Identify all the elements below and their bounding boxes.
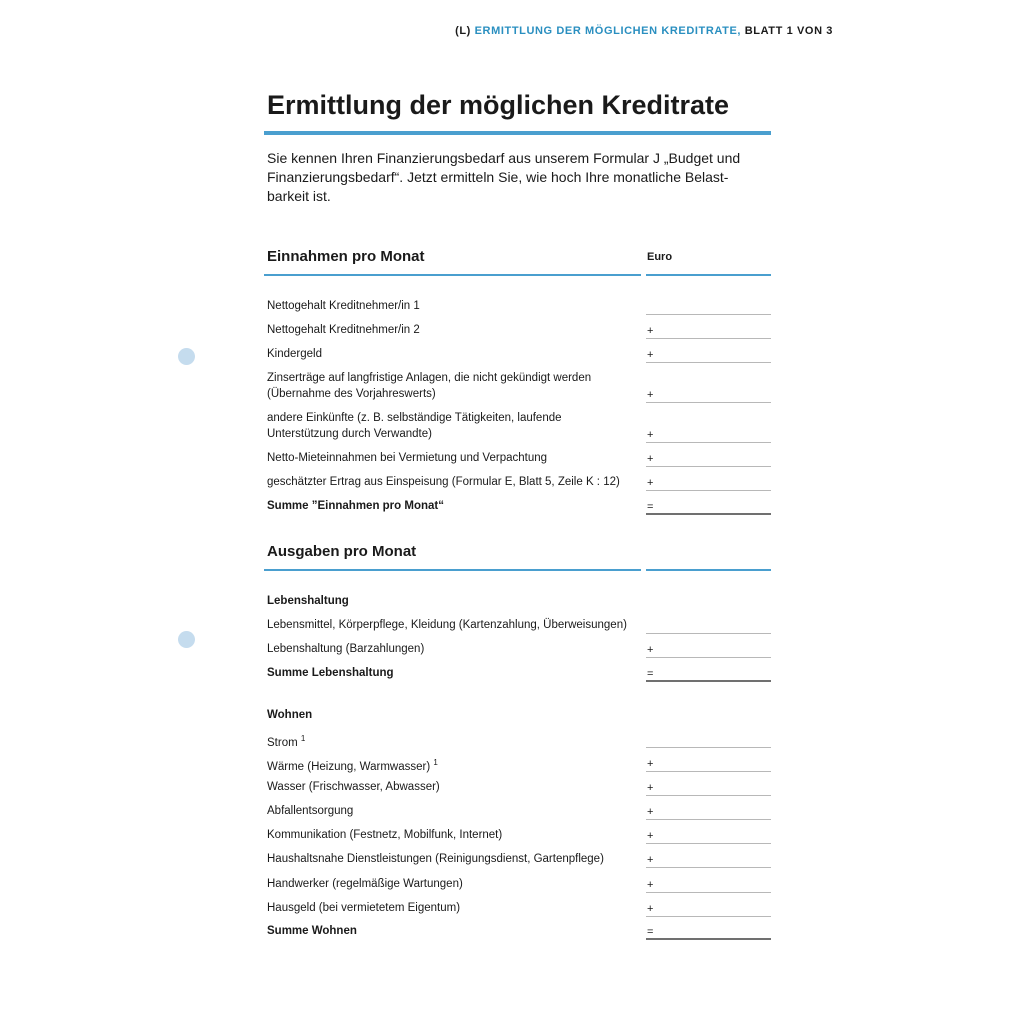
page-title: Ermittlung der möglichen Kreditrate	[267, 90, 730, 120]
income-sum-field[interactable]: =	[646, 499, 771, 515]
housing-label-hausgeld: Hausgeld (bei vermietetem Eigentum)	[267, 902, 461, 914]
income-input-rent[interactable]: +	[646, 451, 771, 467]
income-input-child-benefit[interactable]: +	[646, 347, 771, 363]
expenses-section-title: Ausgaben pro Monat	[267, 543, 417, 560]
housing-input-heating[interactable]: +	[646, 756, 771, 772]
housing-label-services: Haushaltsnahe Dienstleistungen (Reinigungsdienst, Gartenpflege)	[267, 853, 604, 865]
income-input-salary-2[interactable]: +	[646, 323, 771, 339]
living-input-cash[interactable]: +	[646, 642, 771, 658]
income-sum-label: Summe ”Einnahmen pro Monat“	[267, 500, 444, 512]
housing-subsection-title: Wohnen	[267, 709, 313, 721]
housing-label-communication: Kommunikation (Festnetz, Mobilfunk, Internet)	[267, 829, 503, 841]
living-label-cash: Lebenshaltung (Barzahlungen)	[267, 643, 425, 655]
currency-column-header: Euro	[647, 251, 673, 263]
punch-hole-bottom	[178, 631, 195, 648]
intro-line: Finanzierungsbedarf“. Jetzt ermitteln Sie, wie hoch Ihre monatliche Belast-	[267, 169, 729, 185]
header-sheet: BLATT 1 VON 3	[744, 25, 833, 37]
living-label-groceries: Lebensmittel, Körperpflege, Kleidung (Kartenzahlung, Überweisungen)	[267, 619, 627, 631]
housing-input-services[interactable]: +	[646, 852, 771, 868]
income-input-other[interactable]: +	[646, 427, 771, 443]
income-input-interest[interactable]: +	[646, 387, 771, 403]
income-label-other: andere Einkünfte (z. B. selbständige Tätigkeiten, laufende Unterstützung durch Verwandte)	[267, 412, 562, 440]
living-subsection-title: Lebenshaltung	[267, 595, 349, 607]
running-header	[455, 25, 833, 37]
header-code: (L)	[455, 25, 471, 37]
housing-label-craftsmen: Handwerker (regelmäßige Wartungen)	[267, 878, 463, 890]
income-input-salary-1[interactable]	[646, 299, 771, 315]
housing-label-electricity: Strom $^1$	[267, 734, 306, 749]
housing-input-communication[interactable]: +	[646, 828, 771, 844]
housing-input-water[interactable]: +	[646, 780, 771, 796]
title-rule	[264, 131, 771, 135]
income-label-interest: Zinserträge auf langfristige Anlagen, die nicht gekündigt werden (Übernahme des Vorjahreswerts)	[267, 372, 592, 400]
header-title: ERMITTLUNG DER MÖGLICHEN KREDITRATE,	[474, 25, 742, 37]
intro-line: barkeit ist.	[267, 188, 331, 204]
living-sum-label: Summe Lebenshaltung	[267, 667, 394, 679]
intro-text	[267, 149, 772, 206]
living-sum-field[interactable]: =	[646, 666, 771, 682]
footnote-mark: 1	[433, 758, 438, 767]
income-label-salary-1: Nettogehalt Kreditnehmer/in 1	[267, 300, 420, 312]
housing-input-craftsmen[interactable]: +	[646, 877, 771, 893]
income-label-feed-in: geschätzter Ertrag aus Einspeisung (Formular E, Blatt 5, Zeile K : 12)	[267, 476, 620, 488]
housing-label-water: Wasser (Frischwasser, Abwasser)	[267, 781, 440, 793]
income-section-title: Einnahmen pro Monat	[267, 248, 425, 265]
housing-input-waste[interactable]: +	[646, 804, 771, 820]
living-input-groceries[interactable]	[646, 618, 771, 634]
intro-line: Sie kennen Ihren Finanzierungsbedarf aus unserem Formular J „Budget und	[267, 150, 741, 166]
housing-input-hausgeld[interactable]: +	[646, 901, 771, 917]
expenses-rule-right	[646, 569, 771, 571]
income-rule-left	[264, 274, 641, 276]
housing-input-electricity[interactable]	[646, 732, 771, 748]
income-input-feed-in[interactable]: +	[646, 475, 771, 491]
expenses-rule-left	[264, 569, 641, 571]
housing-label-waste: Abfallentsorgung	[267, 805, 354, 817]
income-rule-right	[646, 274, 771, 276]
housing-sum-field[interactable]: =	[646, 924, 771, 940]
housing-sum-label: Summe Wohnen	[267, 925, 357, 937]
income-label-rent: Netto-Mieteinnahmen bei Vermietung und Verpachtung	[267, 452, 548, 464]
income-label-salary-2: Nettogehalt Kreditnehmer/in 2	[267, 324, 420, 336]
housing-label-heating: Wärme (Heizung, Warmwasser) $^1$	[267, 758, 438, 773]
income-label-child-benefit: Kindergeld	[267, 348, 322, 360]
punch-hole-top	[178, 348, 195, 365]
footnote-mark: 1	[300, 734, 306, 743]
